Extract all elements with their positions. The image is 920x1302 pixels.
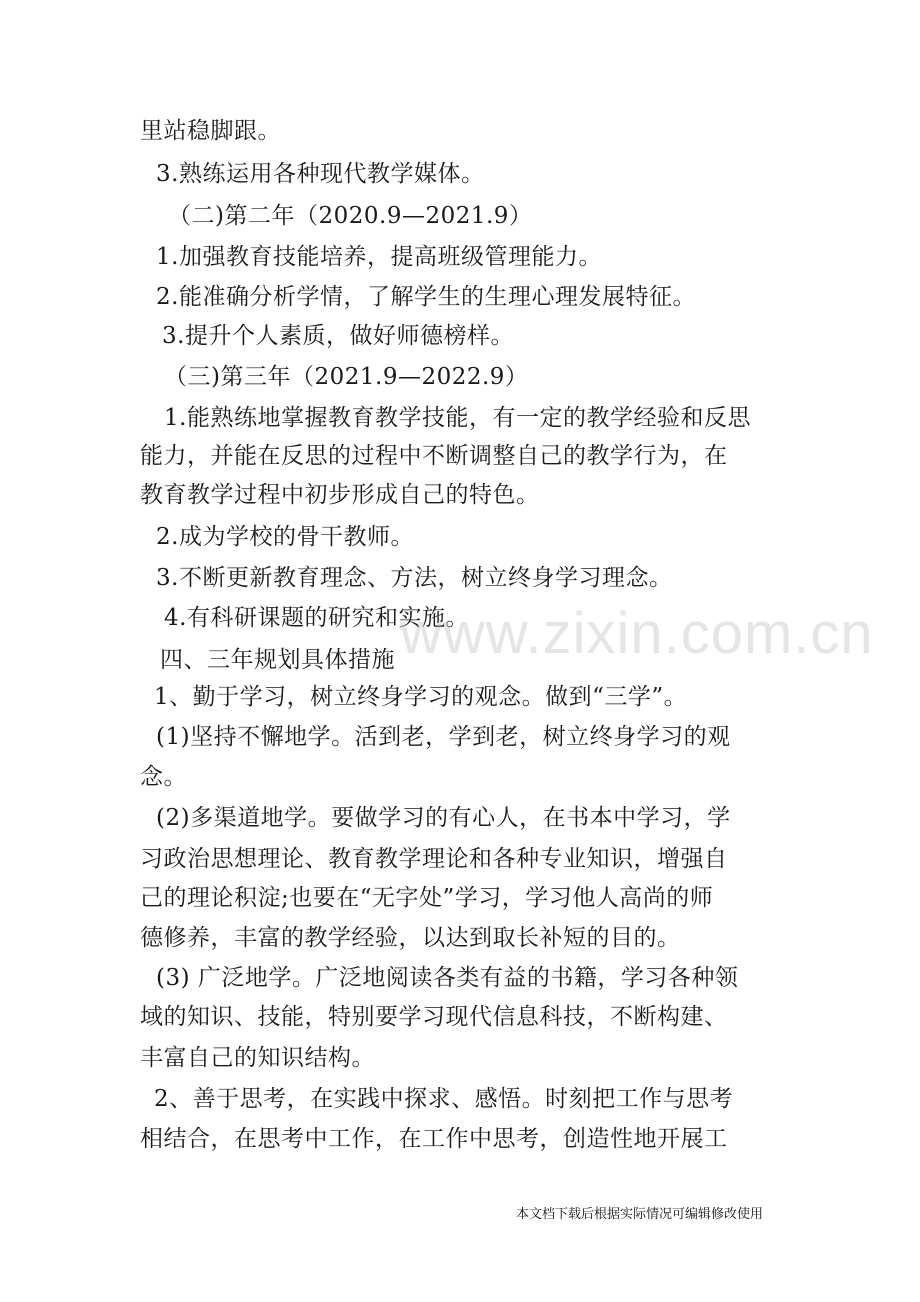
text-line: 3.熟练运用各种现代教学媒体。 [156,161,485,187]
text-line: 1、勤于学习，树立终身学习的观念。做到“三学”。 [154,684,688,710]
text-line: 能力，并能在反思的过程中不断调整自己的教学行为，在 [140,443,728,469]
text-line: 相结合，在思考中工作，在工作中思考，创造性地开展工 [140,1126,728,1152]
text-line: 3.不断更新教育理念、方法，树立终身学习理念。 [156,565,673,591]
text-line: 丰富自己的知识结构。 [140,1045,375,1071]
text-line: 德修养，丰富的教学经验，以达到取长补短的目的。 [140,925,681,951]
watermark: www.zixin.com.cn [400,601,874,666]
text-line: 念。 [140,764,187,790]
text-line: 2、善于思考，在实践中探求、感悟。时刻把工作与思考 [154,1086,734,1112]
text-line: (3) 广泛地学。广泛地阅读各类有益的书籍，学习各种领 [156,965,739,991]
text-line: 1.加强教育技能培养，提高班级管理能力。 [156,244,602,270]
footer-note: 本文档下载后根据实际情况可编辑修改使用 [516,1207,764,1222]
text-line: 己的理论积淀;也要在“无字处”学习，学习他人高尚的师 [140,885,714,911]
text-line: 1.能熟练地掌握教育教学技能，有一定的教学经验和反思 [164,405,751,431]
text-line: 教育教学过程中初步形成自己的特色。 [140,482,540,508]
text-line: 2.能准确分析学情，了解学生的生理心理发展特征。 [156,284,696,310]
text-line: （二)第二年（2020.9—2021.9） [168,203,533,229]
text-line: （三)第三年（2021.9—2022.9） [164,364,529,390]
text-line: (2)多渠道地学。要做学习的有心人，在书本中学习，学 [156,805,731,831]
text-line: 习政治思想理论、教育教学理论和各种专业知识，增强自 [140,846,728,872]
text-line: 域的知识、技能，特别要学习现代信息科技，不断构建、 [140,1004,728,1030]
text-line: 3.提升个人素质，做好师德榜样。 [162,323,514,349]
text-line: 2.成为学校的骨干教师。 [156,524,414,550]
text-line: (1)坚持不懈地学。活到老，学到老，树立终身学习的观 [156,724,731,750]
section-heading: 四、三年规划具体措施 [160,647,395,673]
text-line: 里站稳脚跟。 [140,118,281,144]
text-line: 4.有科研课题的研究和实施。 [164,605,469,631]
